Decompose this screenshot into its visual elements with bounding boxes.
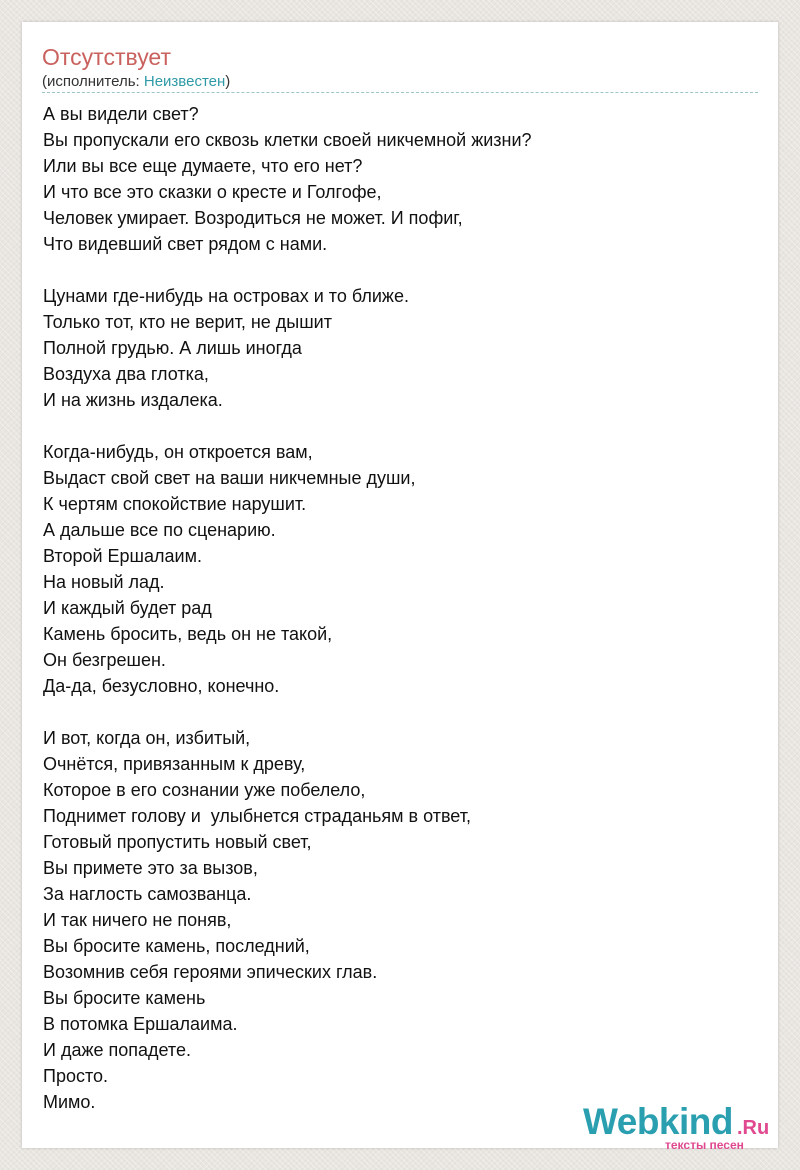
- lyric-line: Второй Ершалаим.: [43, 546, 202, 566]
- logo-name: Webkind: [583, 1101, 733, 1142]
- lyric-line: Только тот, кто не верит, не дышит: [43, 312, 332, 332]
- lyric-line: Когда-нибудь, он откроется вам,: [43, 442, 313, 462]
- lyric-line: И на жизнь издалека.: [43, 390, 223, 410]
- lyric-line: За наглость самозванца.: [43, 884, 252, 904]
- lyric-line: Вы бросите камень, последний,: [43, 936, 310, 956]
- lyric-line: Вы бросите камень: [43, 988, 206, 1008]
- logo-tld: .Ru: [737, 1117, 770, 1139]
- song-title: Отсутствует: [42, 44, 171, 70]
- lyric-line: А дальше все по сценарию.: [43, 520, 276, 540]
- stanza: [43, 101, 763, 257]
- lyric-line: Просто.: [43, 1066, 109, 1086]
- lyric-line: Выдаст свой свет на ваши никчемные души,: [43, 468, 416, 488]
- lyric-line: А вы видели свет?: [43, 104, 199, 124]
- stanza: [43, 725, 763, 1115]
- lyric-line: Вы пропускали его сквозь клетки своей никчемной жизни?: [43, 130, 532, 150]
- dashed-divider: [42, 92, 758, 93]
- lyric-line: И что все это сказки о кресте и Голгофе,: [43, 182, 382, 202]
- lyric-line: Очнётся, привязанным к древу,: [43, 754, 306, 774]
- lyric-line: Камень бросить, ведь он не такой,: [43, 624, 333, 644]
- lyrics-card: [22, 22, 778, 1152]
- lyric-line: В потомка Ершалаима.: [43, 1014, 238, 1034]
- stanza: [43, 283, 763, 413]
- lyric-line: Человек умирает. Возродиться не может. И пофиг,: [43, 208, 463, 228]
- lyric-line: Вы примете это за вызов,: [43, 858, 258, 878]
- webkind-logo[interactable]: [583, 1102, 783, 1152]
- lyric-line: Что видевший свет рядом с нами.: [43, 234, 328, 254]
- lyric-line: Да-да, безусловно, конечно.: [43, 676, 280, 696]
- lyric-line: Он безгрешен.: [43, 650, 166, 670]
- artist-line: [42, 72, 230, 92]
- artist-suffix: ): [225, 73, 231, 90]
- lyric-line: Мимо.: [43, 1092, 96, 1112]
- lyric-line: Цунами где-нибудь на островах и то ближе.: [43, 286, 409, 306]
- artist-prefix: (исполнитель:: [42, 73, 144, 90]
- lyrics-body: [43, 101, 763, 1115]
- lyric-line: На новый лад.: [43, 572, 165, 592]
- lyric-line: К чертям спокойствие нарушит.: [43, 494, 307, 514]
- artist-link[interactable]: Неизвестен: [143, 73, 226, 90]
- lyric-line: Или вы все еще думаете, что его нет?: [43, 156, 363, 176]
- lyric-line: Полной грудью. А лишь иногда: [43, 338, 302, 358]
- lyric-line: Воздуха два глотка,: [43, 364, 209, 384]
- lyric-line: И так ничего не поняв,: [43, 910, 232, 930]
- lyric-line: Возомнив себя героями эпических глав.: [43, 962, 378, 982]
- stanza: [43, 439, 763, 699]
- lyric-line: И вот, когда он, избитый,: [43, 728, 251, 748]
- logo-tagline: тексты песен: [665, 1138, 744, 1152]
- lyric-line: И даже попадете.: [43, 1040, 191, 1060]
- lyric-line: Поднимет голову и улыбнется страданьям в ответ,: [43, 806, 471, 826]
- lyric-line: Которое в его сознании уже побелело,: [43, 780, 366, 800]
- lyric-line: Готовый пропустить новый свет,: [43, 832, 312, 852]
- lyric-line: И каждый будет рад: [43, 598, 212, 618]
